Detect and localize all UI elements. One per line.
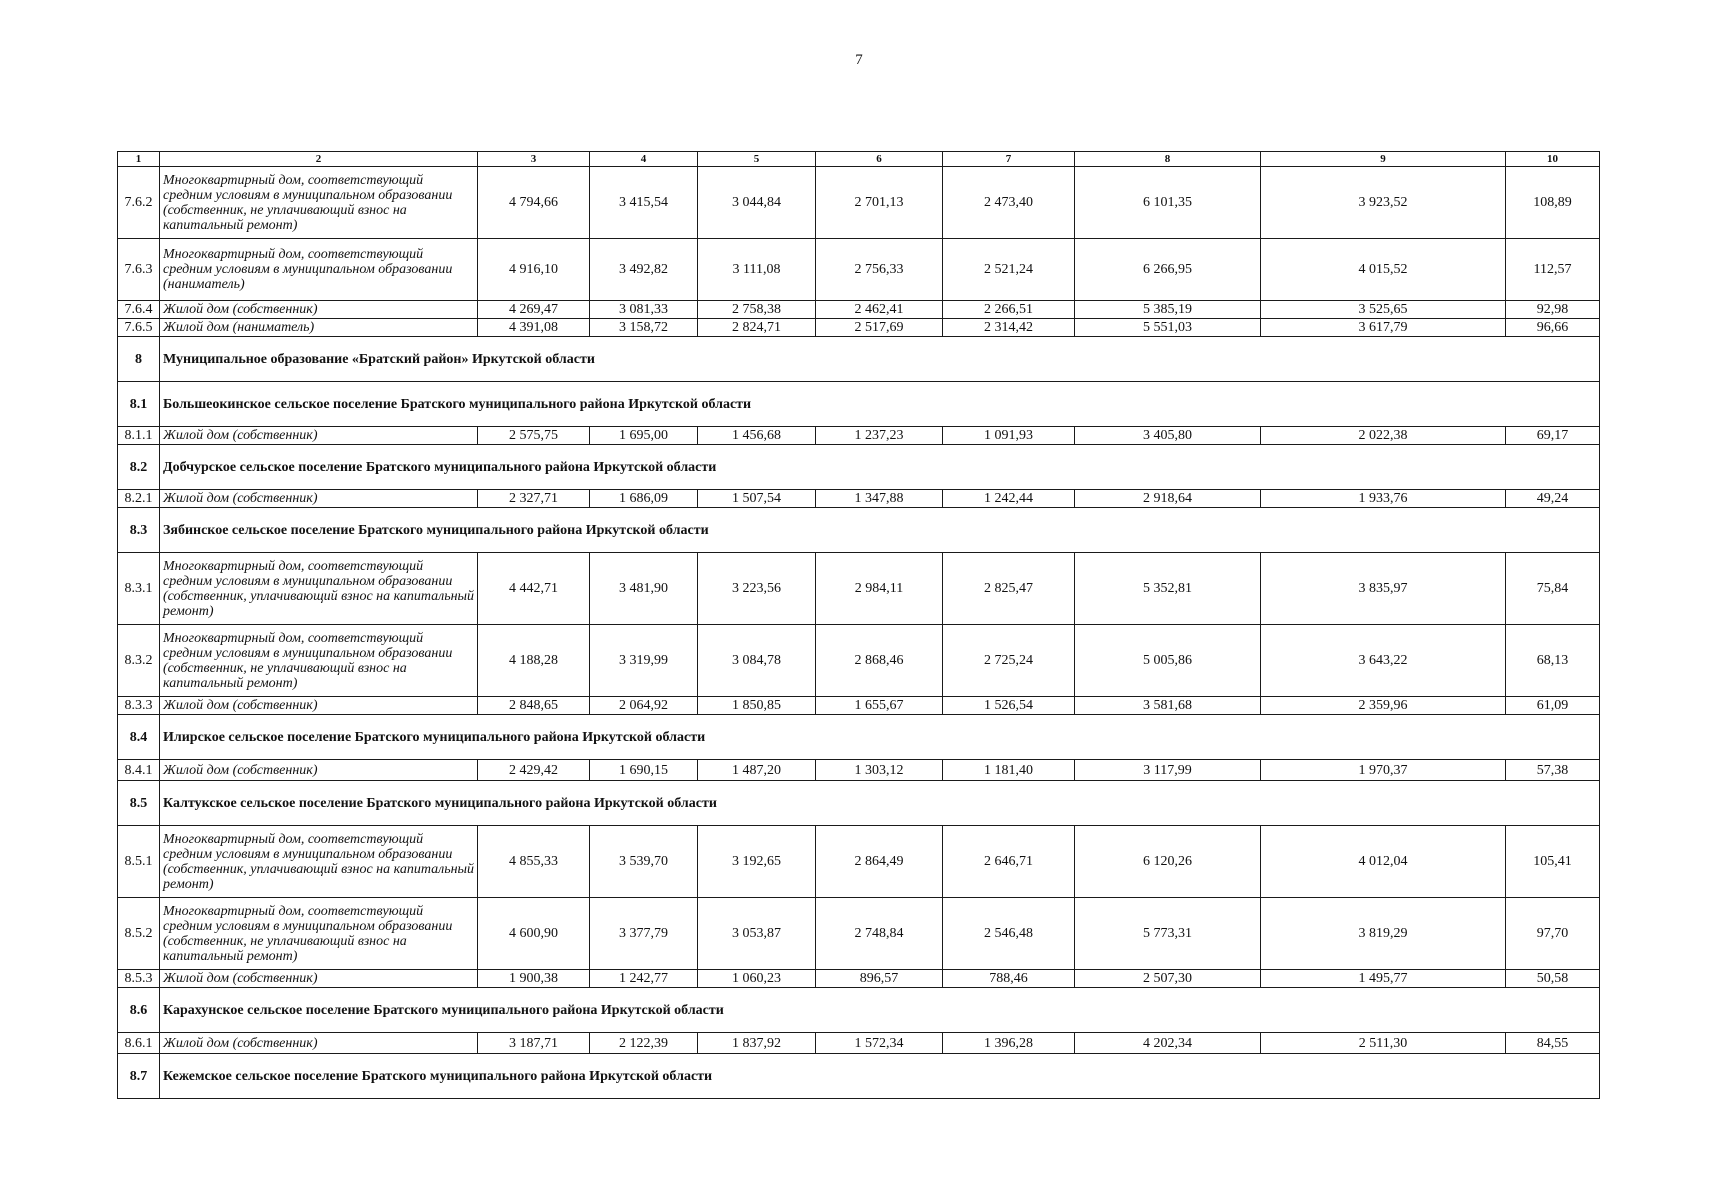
section-row xyxy=(118,337,1600,382)
value-cell: 2 122,39 xyxy=(590,1033,698,1054)
value-cell: 2 022,38 xyxy=(1261,427,1506,445)
row-description: Жилой дом (собственник) xyxy=(160,301,478,319)
column-number: 6 xyxy=(816,152,943,167)
value-cell: 2 758,38 xyxy=(698,301,816,319)
table-row xyxy=(118,319,1600,337)
value-cell: 1 060,23 xyxy=(698,970,816,988)
value-cell: 2 064,92 xyxy=(590,697,698,715)
value-cell: 2 546,48 xyxy=(943,898,1075,970)
value-cell: 1 695,00 xyxy=(590,427,698,445)
value-cell: 6 120,26 xyxy=(1075,826,1261,898)
value-cell: 3 319,99 xyxy=(590,625,698,697)
table-row xyxy=(118,427,1600,445)
section-title: Зябинское сельское поселение Братского муниципального района Иркутской области xyxy=(160,508,1600,553)
value-cell: 75,84 xyxy=(1506,553,1600,625)
value-cell: 5 773,31 xyxy=(1075,898,1261,970)
section-row xyxy=(118,781,1600,826)
table-row xyxy=(118,490,1600,508)
row-number: 8.3.1 xyxy=(118,553,160,625)
section-title: Илирское сельское поселение Братского муниципального района Иркутской области xyxy=(160,715,1600,760)
value-cell: 2 314,42 xyxy=(943,319,1075,337)
value-cell: 97,70 xyxy=(1506,898,1600,970)
value-cell: 2 266,51 xyxy=(943,301,1075,319)
section-number: 8.6 xyxy=(118,988,160,1033)
row-description: Многоквартирный дом, соответствующий средним условиям в муниципальном образовании (собственник, уплачивающий взнос на капитальный ремонт) xyxy=(160,826,478,898)
section-number: 8.1 xyxy=(118,382,160,427)
column-number: 8 xyxy=(1075,152,1261,167)
value-cell: 2 825,47 xyxy=(943,553,1075,625)
section-number: 8.2 xyxy=(118,445,160,490)
column-number: 9 xyxy=(1261,152,1506,167)
table-row xyxy=(118,697,1600,715)
value-cell: 3 223,56 xyxy=(698,553,816,625)
value-cell: 4 015,52 xyxy=(1261,239,1506,301)
value-cell: 3 377,79 xyxy=(590,898,698,970)
column-number: 1 xyxy=(118,152,160,167)
row-number: 7.6.3 xyxy=(118,239,160,301)
section-number: 8.5 xyxy=(118,781,160,826)
value-cell: 2 748,84 xyxy=(816,898,943,970)
value-cell: 1 507,54 xyxy=(698,490,816,508)
value-cell: 3 617,79 xyxy=(1261,319,1506,337)
value-cell: 4 012,04 xyxy=(1261,826,1506,898)
row-description: Жилой дом (собственник) xyxy=(160,760,478,781)
value-cell: 3 081,33 xyxy=(590,301,698,319)
value-cell: 2 575,75 xyxy=(478,427,590,445)
value-cell: 1 237,23 xyxy=(816,427,943,445)
value-cell: 105,41 xyxy=(1506,826,1600,898)
section-title: Добчурское сельское поселение Братского муниципального района Иркутской области xyxy=(160,445,1600,490)
value-cell: 2 646,71 xyxy=(943,826,1075,898)
value-cell: 96,66 xyxy=(1506,319,1600,337)
value-cell: 2 327,71 xyxy=(478,490,590,508)
value-cell: 788,46 xyxy=(943,970,1075,988)
row-description: Жилой дом (собственник) xyxy=(160,427,478,445)
column-number: 5 xyxy=(698,152,816,167)
value-cell: 1 970,37 xyxy=(1261,760,1506,781)
row-number: 7.6.5 xyxy=(118,319,160,337)
section-row xyxy=(118,988,1600,1033)
column-number: 10 xyxy=(1506,152,1600,167)
section-number: 8 xyxy=(118,337,160,382)
value-cell: 2 868,46 xyxy=(816,625,943,697)
row-description: Многоквартирный дом, соответствующий средним условиям в муниципальном образовании (собственник, не уплачивающий взнос на капитальный ремонт) xyxy=(160,625,478,697)
table-row xyxy=(118,301,1600,319)
row-description: Жилой дом (собственник) xyxy=(160,490,478,508)
table-row xyxy=(118,239,1600,301)
value-cell: 1 303,12 xyxy=(816,760,943,781)
value-cell: 2 517,69 xyxy=(816,319,943,337)
value-cell: 3 053,87 xyxy=(698,898,816,970)
column-number: 4 xyxy=(590,152,698,167)
row-description: Многоквартирный дом, соответствующий средним условиям в муниципальном образовании (собственник, уплачивающий взнос на капитальный ремонт) xyxy=(160,553,478,625)
value-cell: 4 442,71 xyxy=(478,553,590,625)
value-cell: 2 701,13 xyxy=(816,167,943,239)
column-number: 2 xyxy=(160,152,478,167)
table-row xyxy=(118,826,1600,898)
value-cell: 2 984,11 xyxy=(816,553,943,625)
value-cell: 5 551,03 xyxy=(1075,319,1261,337)
row-number: 8.3.3 xyxy=(118,697,160,715)
row-number: 8.2.1 xyxy=(118,490,160,508)
value-cell: 3 923,52 xyxy=(1261,167,1506,239)
value-cell: 84,55 xyxy=(1506,1033,1600,1054)
row-description: Жилой дом (наниматель) xyxy=(160,319,478,337)
value-cell: 1 655,67 xyxy=(816,697,943,715)
value-cell: 1 933,76 xyxy=(1261,490,1506,508)
value-cell: 4 202,34 xyxy=(1075,1033,1261,1054)
row-number: 8.1.1 xyxy=(118,427,160,445)
row-number: 7.6.2 xyxy=(118,167,160,239)
value-cell: 57,38 xyxy=(1506,760,1600,781)
row-number: 8.5.2 xyxy=(118,898,160,970)
value-cell: 3 187,71 xyxy=(478,1033,590,1054)
section-number: 8.7 xyxy=(118,1054,160,1099)
row-number: 8.5.3 xyxy=(118,970,160,988)
value-cell: 1 396,28 xyxy=(943,1033,1075,1054)
table-row xyxy=(118,1033,1600,1054)
tariff-table xyxy=(117,151,1600,1099)
row-number: 8.5.1 xyxy=(118,826,160,898)
row-number: 8.6.1 xyxy=(118,1033,160,1054)
value-cell: 3 084,78 xyxy=(698,625,816,697)
row-description: Многоквартирный дом, соответствующий средним условиям в муниципальном образовании (собственник, не уплачивающий взнос на капитальный ремонт) xyxy=(160,167,478,239)
value-cell: 3 539,70 xyxy=(590,826,698,898)
row-description: Жилой дом (собственник) xyxy=(160,970,478,988)
value-cell: 3 819,29 xyxy=(1261,898,1506,970)
value-cell: 1 837,92 xyxy=(698,1033,816,1054)
value-cell: 3 158,72 xyxy=(590,319,698,337)
value-cell: 2 756,33 xyxy=(816,239,943,301)
value-cell: 92,98 xyxy=(1506,301,1600,319)
value-cell: 1 900,38 xyxy=(478,970,590,988)
value-cell: 1 091,93 xyxy=(943,427,1075,445)
value-cell: 3 643,22 xyxy=(1261,625,1506,697)
value-cell: 4 188,28 xyxy=(478,625,590,697)
section-title: Карахунское сельское поселение Братского муниципального района Иркутской области xyxy=(160,988,1600,1033)
value-cell: 4 600,90 xyxy=(478,898,590,970)
value-cell: 4 269,47 xyxy=(478,301,590,319)
value-cell: 1 487,20 xyxy=(698,760,816,781)
value-cell: 3 581,68 xyxy=(1075,697,1261,715)
value-cell: 1 242,77 xyxy=(590,970,698,988)
value-cell: 5 352,81 xyxy=(1075,553,1261,625)
value-cell: 6 266,95 xyxy=(1075,239,1261,301)
table-row xyxy=(118,553,1600,625)
value-cell: 1 690,15 xyxy=(590,760,698,781)
value-cell: 112,57 xyxy=(1506,239,1600,301)
value-cell: 69,17 xyxy=(1506,427,1600,445)
section-title: Большеокинское сельское поселение Братского муниципального района Иркутской области xyxy=(160,382,1600,427)
table-row xyxy=(118,898,1600,970)
value-cell: 1 686,09 xyxy=(590,490,698,508)
value-cell: 3 111,08 xyxy=(698,239,816,301)
value-cell: 3 415,54 xyxy=(590,167,698,239)
row-number: 8.3.2 xyxy=(118,625,160,697)
table-row xyxy=(118,625,1600,697)
section-row xyxy=(118,715,1600,760)
section-row xyxy=(118,445,1600,490)
row-description: Жилой дом (собственник) xyxy=(160,1033,478,1054)
column-number-row xyxy=(118,152,1600,167)
value-cell: 4 916,10 xyxy=(478,239,590,301)
value-cell: 2 864,49 xyxy=(816,826,943,898)
table-row xyxy=(118,167,1600,239)
value-cell: 1 347,88 xyxy=(816,490,943,508)
value-cell: 2 473,40 xyxy=(943,167,1075,239)
value-cell: 2 521,24 xyxy=(943,239,1075,301)
value-cell: 2 507,30 xyxy=(1075,970,1261,988)
page-number: 7 xyxy=(855,52,863,68)
value-cell: 5 385,19 xyxy=(1075,301,1261,319)
section-row xyxy=(118,1054,1600,1099)
value-cell: 1 242,44 xyxy=(943,490,1075,508)
column-number: 7 xyxy=(943,152,1075,167)
value-cell: 2 462,41 xyxy=(816,301,943,319)
row-description: Жилой дом (собственник) xyxy=(160,697,478,715)
section-number: 8.4 xyxy=(118,715,160,760)
table-row xyxy=(118,760,1600,781)
value-cell: 49,24 xyxy=(1506,490,1600,508)
value-cell: 2 824,71 xyxy=(698,319,816,337)
value-cell: 1 456,68 xyxy=(698,427,816,445)
value-cell: 50,58 xyxy=(1506,970,1600,988)
value-cell: 3 405,80 xyxy=(1075,427,1261,445)
value-cell: 4 855,33 xyxy=(478,826,590,898)
value-cell: 1 495,77 xyxy=(1261,970,1506,988)
value-cell: 1 181,40 xyxy=(943,760,1075,781)
value-cell: 3 835,97 xyxy=(1261,553,1506,625)
table-body xyxy=(118,152,1600,1099)
row-number: 7.6.4 xyxy=(118,301,160,319)
section-title: Муниципальное образование «Братский район» Иркутской области xyxy=(160,337,1600,382)
table-row xyxy=(118,970,1600,988)
section-row xyxy=(118,508,1600,553)
row-description: Многоквартирный дом, соответствующий средним условиям в муниципальном образовании (собственник, не уплачивающий взнос на капитальный ремонт) xyxy=(160,898,478,970)
value-cell: 61,09 xyxy=(1506,697,1600,715)
value-cell: 6 101,35 xyxy=(1075,167,1261,239)
value-cell: 2 918,64 xyxy=(1075,490,1261,508)
value-cell: 1 526,54 xyxy=(943,697,1075,715)
section-title: Калтукское сельское поселение Братского муниципального района Иркутской области xyxy=(160,781,1600,826)
value-cell: 4 391,08 xyxy=(478,319,590,337)
value-cell: 2 848,65 xyxy=(478,697,590,715)
value-cell: 2 511,30 xyxy=(1261,1033,1506,1054)
column-number: 3 xyxy=(478,152,590,167)
value-cell: 896,57 xyxy=(816,970,943,988)
value-cell: 3 525,65 xyxy=(1261,301,1506,319)
section-number: 8.3 xyxy=(118,508,160,553)
row-description: Многоквартирный дом, соответствующий средним условиям в муниципальном образовании (наниматель) xyxy=(160,239,478,301)
value-cell: 3 192,65 xyxy=(698,826,816,898)
value-cell: 2 359,96 xyxy=(1261,697,1506,715)
value-cell: 5 005,86 xyxy=(1075,625,1261,697)
value-cell: 3 117,99 xyxy=(1075,760,1261,781)
value-cell: 3 481,90 xyxy=(590,553,698,625)
section-title: Кежемское сельское поселение Братского муниципального района Иркутской области xyxy=(160,1054,1600,1099)
value-cell: 4 794,66 xyxy=(478,167,590,239)
value-cell: 2 725,24 xyxy=(943,625,1075,697)
value-cell: 2 429,42 xyxy=(478,760,590,781)
value-cell: 1 572,34 xyxy=(816,1033,943,1054)
value-cell: 1 850,85 xyxy=(698,697,816,715)
value-cell: 108,89 xyxy=(1506,167,1600,239)
value-cell: 3 492,82 xyxy=(590,239,698,301)
row-number: 8.4.1 xyxy=(118,760,160,781)
value-cell: 68,13 xyxy=(1506,625,1600,697)
section-row xyxy=(118,382,1600,427)
value-cell: 3 044,84 xyxy=(698,167,816,239)
